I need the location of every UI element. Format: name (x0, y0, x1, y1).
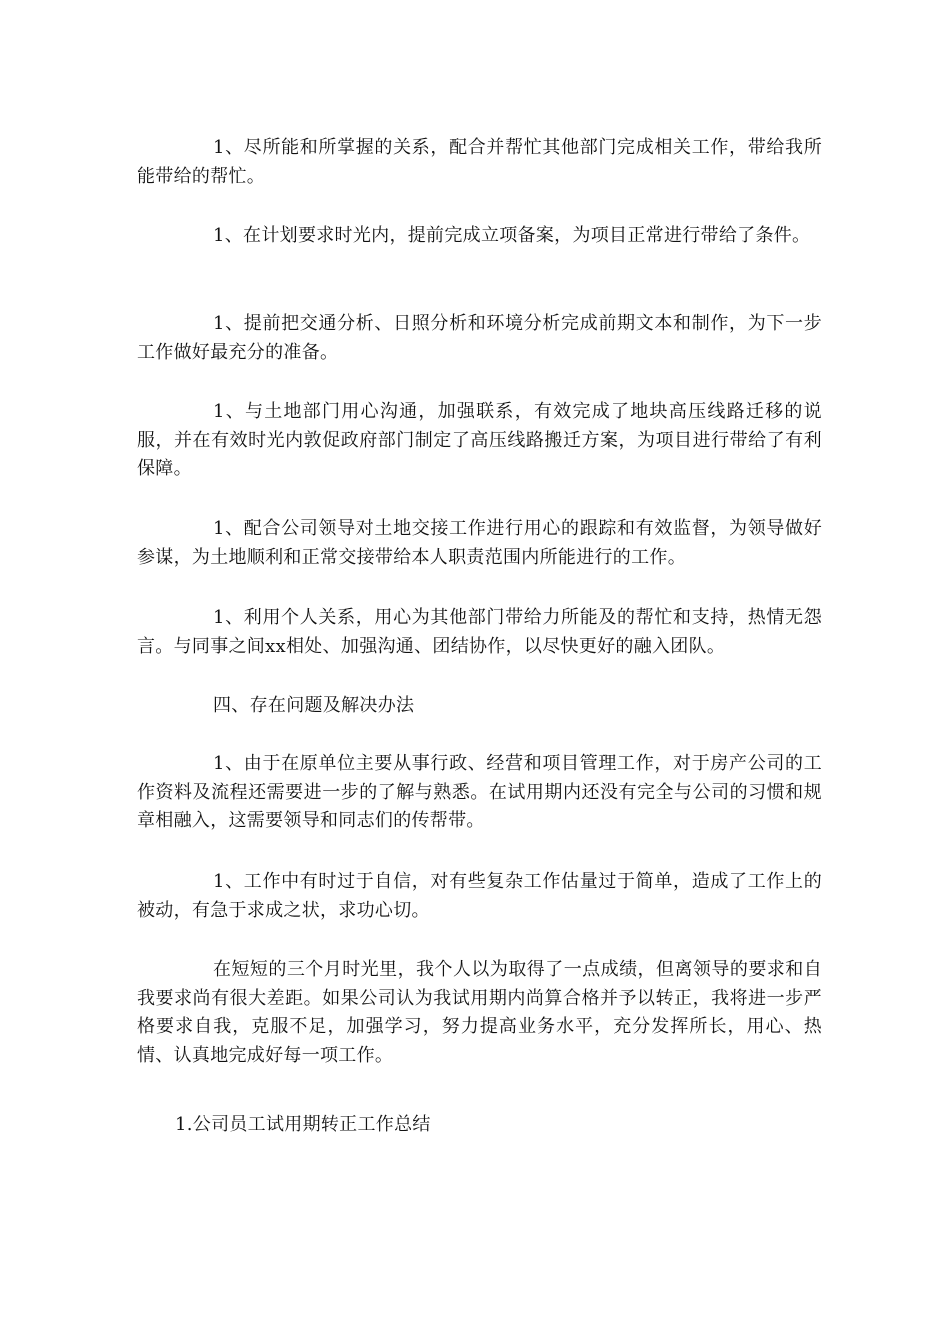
problem-paragraph-2: 1、工作中有时过于自信，对有些复杂工作估量过于简单，造成了工作上的被动，有急于求成之状，求功心切。 (137, 871, 822, 921)
paragraph-5: 1、配合公司领导对土地交接工作进行用心的跟踪和有效监督，为领导做好参谋，为土地顺利和正常交接带给本人职责范围内所能进行的工作。 (137, 518, 822, 568)
next-document-title: 1.公司员工试用期转正工作总结 (175, 1114, 431, 1135)
paragraph-4: 1、与土地部门用心沟通，加强联系，有效完成了地块高压线路迁移的说服，并在有效时光内敦促政府部门制定了高压线路搬迁方案，为项目进行带给了有利保障。 (137, 401, 822, 479)
paragraph-3: 1、提前把交通分析、日照分析和环境分析完成前期文本和制作，为下一步工作做好最充分的准备。 (137, 313, 822, 363)
section-heading: 四、存在问题及解决办法 (213, 695, 415, 716)
paragraph-2: 1、在计划要求时光内，提前完成立项备案，为项目正常进行带给了条件。 (213, 225, 811, 246)
problem-paragraph-1: 1、由于在原单位主要从事行政、经营和项目管理工作，对于房产公司的工作资料及流程还需要进一步的了解与熟悉。在试用期内还没有完全与公司的习惯和规章相融入，这需要领导和同志们的传帮带。 (137, 753, 822, 831)
paragraph-1: 1、尽所能和所掌握的关系，配合并帮忙其他部门完成相关工作，带给我所能带给的帮忙。 (137, 137, 822, 187)
conclusion-paragraph: 在短短的三个月时光里，我个人以为取得了一点成绩，但离领导的要求和自我要求尚有很大差距。如果公司认为我试用期内尚算合格并予以转正，我将进一步严格要求自我，克服不足，加强学习，努力提高业务水平，充分发挥所长，用心、热情、认真地完成好每一项工作。 (137, 959, 822, 1066)
paragraph-6: 1、利用个人关系，用心为其他部门带给力所能及的帮忙和支持，热情无怨言。与同事之间xx相处、加强沟通、团结协作，以尽快更好的融入团队。 (137, 607, 822, 657)
